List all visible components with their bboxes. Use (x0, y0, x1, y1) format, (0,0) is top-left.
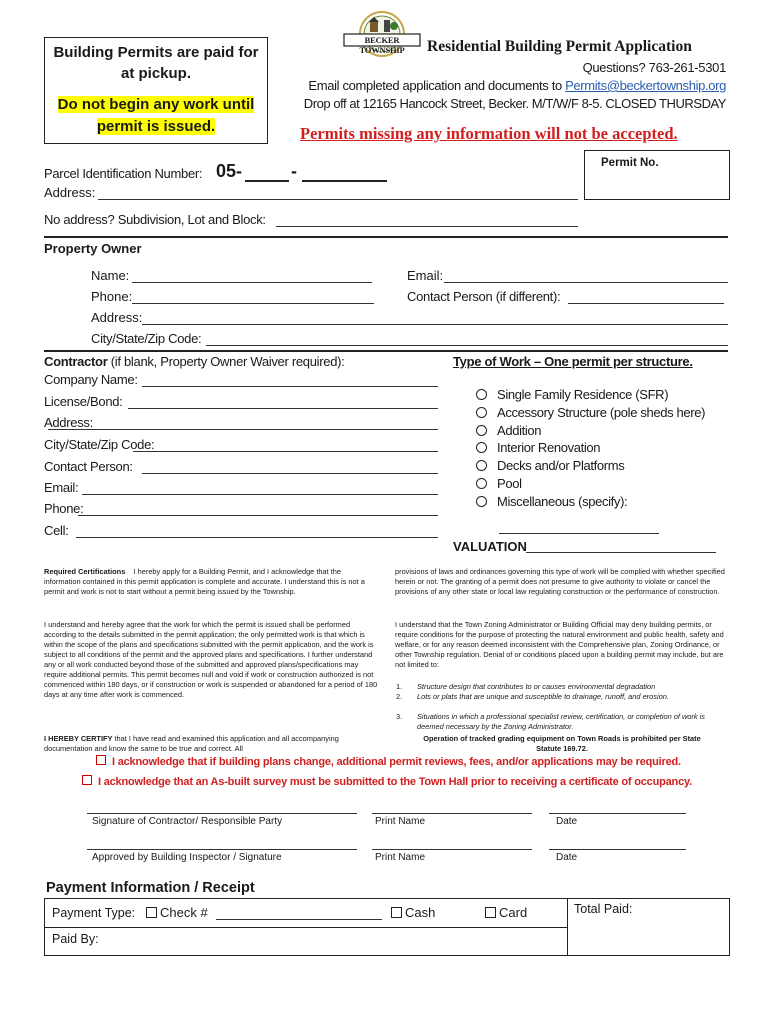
owner-phone-label: Phone: (91, 289, 133, 304)
township-logo (340, 10, 424, 60)
grading-notice-2: Statute 169.72. (536, 744, 588, 753)
legal-item-number: 3. (396, 712, 403, 721)
cert-r1: provisions of laws and ordinances governing this type of work will be complied with whether specified herein or not. The granting of a permit does not presume to give authority to violate or cancel the provisions of any other state or local law regulating construction or the performance of construction. (395, 567, 725, 596)
parcel-prefix: 05- (216, 161, 243, 181)
cash-option[interactable] (391, 905, 435, 920)
radio-icon[interactable] (476, 407, 487, 418)
subdivision-field[interactable] (276, 226, 578, 227)
form-title: Residential Building Permit Application (427, 38, 692, 55)
owner-address-field[interactable] (142, 324, 728, 325)
work-type-label: Single Family Residence (SFR) (497, 387, 669, 402)
notice-box (44, 37, 268, 144)
contractor-field-input[interactable] (128, 408, 438, 409)
owner-city-label: City/State/Zip Code: (91, 331, 202, 346)
work-type-label: Pool (497, 476, 522, 491)
section-divider (44, 236, 728, 238)
contractor-field-label: Cell: (44, 523, 69, 538)
grading-notice-1: Operation of tracked grading equipment on Town Roads is prohibited per State (423, 734, 701, 743)
owner-heading: Property Owner (44, 241, 142, 256)
inspector-signature-line[interactable] (87, 849, 357, 850)
card-checkbox[interactable] (485, 907, 496, 918)
work-type-label: Accessory Structure (pole sheds here) (497, 404, 706, 420)
date-line-1[interactable] (549, 813, 686, 814)
email-link[interactable]: Permits@beckertownship.org (565, 78, 726, 93)
owner-address-label: Address: (91, 310, 143, 325)
owner-phone-field[interactable] (132, 303, 374, 304)
permit-no-label: Permit No. (601, 157, 659, 169)
payment-heading: Payment Information / Receipt (46, 880, 255, 896)
required-certifications-label: Required Certifications (44, 567, 126, 576)
ack-1[interactable] (96, 755, 681, 768)
parcel-label: Parcel Identification Number: (44, 166, 203, 181)
contractor-field-label: City/State/Zip Code: (44, 437, 155, 452)
hereby-certify: I HEREBY CERTIFY (44, 734, 113, 743)
notice-warning-2: permit is issued. (96, 118, 216, 135)
valuation-label: VALUATION (453, 539, 527, 554)
check-checkbox[interactable] (146, 907, 157, 918)
cash-checkbox[interactable] (391, 907, 402, 918)
contractor-signature-label: Signature of Contractor/ Responsible Party (92, 816, 283, 827)
email-line (308, 78, 726, 93)
contractor-field-label: Email: (44, 480, 79, 495)
ack-1-checkbox[interactable] (96, 755, 106, 765)
contractor-heading-note: (if blank, Property Owner Waiver required): (107, 354, 345, 369)
contractor-field-input[interactable] (82, 494, 438, 495)
parcel-field-2[interactable] (302, 180, 387, 182)
certifications-p1 (44, 567, 378, 597)
contractor-field-input[interactable] (76, 537, 438, 538)
check-number-field[interactable] (216, 919, 382, 920)
owner-contact-field[interactable] (568, 303, 724, 304)
check-option[interactable] (146, 905, 208, 920)
cert-p1: I hereby apply for a Building Permit, and I acknowledge that the information contained in this permit application is complete and accurate. I understand this is not a permit and work is not to start without a permit being issued by the Township. (44, 567, 365, 596)
cert-p2: I understand and hereby agree that the work for which the permit is issued shall be performed according to the details submitted in the permit application; the only permitted work is that which is within the scope of the plans and specifications submitted with the permit application, and the work is subject to all conditions of the permit and the approved plans and specifications. I further understand any or all work conducted beyond those of the submitted and approved plans/specifications may require additional permits. This permit becomes null and void if work or construction authorized is not commenced within 180 days, or if construction or work is suspended or abandoned for a period of 180 days at any time after work is commenced. (44, 620, 378, 699)
total-paid-label: Total Paid: (574, 902, 633, 916)
work-type-label: Miscellaneous (specify): (497, 493, 628, 509)
owner-email-field[interactable] (444, 282, 728, 283)
radio-icon[interactable] (476, 496, 487, 507)
paid-by-label: Paid By: (52, 932, 99, 946)
print-name-line-1[interactable] (372, 813, 532, 814)
legal-item-number: 1. (396, 682, 403, 691)
date-line-2[interactable] (549, 849, 686, 850)
ack-2-checkbox[interactable] (82, 775, 92, 785)
notice-line2: at pickup. (120, 65, 191, 82)
contractor-field-input[interactable] (142, 473, 438, 474)
owner-name-field[interactable] (132, 282, 372, 283)
legal-item-number: 2. (396, 692, 403, 701)
work-type-option[interactable] (476, 423, 541, 438)
radio-icon[interactable] (476, 425, 487, 436)
email-prefix: Email completed application and documents to (308, 78, 566, 93)
misc-specify-field[interactable] (499, 533, 659, 534)
radio-icon[interactable] (476, 389, 487, 400)
date-label-1: Date (556, 816, 578, 827)
work-heading: Type of Work – One permit per structure. (453, 354, 693, 369)
logo-text: BECKER TOWNSHIP (359, 35, 405, 55)
contractor-field-label: License/Bond: (44, 394, 123, 409)
address-field[interactable] (98, 199, 578, 200)
inspector-signature-label: Approved by Building Inspector / Signature (92, 852, 282, 863)
print-name-line-2[interactable] (372, 849, 532, 850)
ack-1-text: I acknowledge that if building plans change, additional permit reviews, fees, and/or applications may be required. (112, 756, 681, 768)
contractor-field-input[interactable] (48, 429, 438, 430)
date-label-2: Date (556, 852, 578, 863)
missing-info-warning: Permits missing any information will not be accepted. (300, 124, 678, 143)
work-type-label: Decks and/or Platforms (497, 458, 625, 474)
legal-item-text: Situations in which a professional specialist review, certification, or completion of work is deemed necessary by the Zoning Administrator. (417, 712, 705, 731)
section-divider-2 (44, 350, 728, 352)
owner-name-label: Name: (91, 268, 130, 283)
contractor-field-input[interactable] (78, 515, 438, 516)
work-type-option[interactable] (476, 440, 600, 455)
radio-icon[interactable] (476, 442, 487, 453)
contractor-field-label: Company Name: (44, 372, 138, 387)
legal-item-text: Lots or plats that are unique and susceptible to drainage, runoff, and erosion. (417, 692, 669, 701)
card-label: Card (499, 905, 528, 920)
work-type-option[interactable] (476, 458, 624, 473)
payment-type-label: Payment Type: (52, 906, 136, 920)
contractor-field-input[interactable] (142, 386, 438, 387)
parcel-field-1[interactable] (245, 180, 289, 182)
certifications-p3 (44, 734, 378, 754)
contractor-signature-line[interactable] (87, 813, 357, 814)
work-type-option[interactable] (476, 387, 668, 402)
valuation-field[interactable] (526, 552, 716, 553)
ack-2-text: I acknowledge that an As-built survey must be submitted to the Town Hall prior to receiving a certificate of occupancy. (98, 776, 692, 788)
owner-contact-label: Contact Person (if different): (407, 289, 561, 304)
work-type-option[interactable] (476, 405, 705, 420)
cert-r2: I understand that the Town Zoning Administrator or Building Official may deny building permits, or require conditions for the purpose of protecting the natural environment and public health, safety and welfare, or for any reason deemed inconsistent with the Comprehensive plan, Zoning Ordinance, or other Township regulation. Denial of or conditions placed upon a building permit may include, but are not limited to: (395, 620, 724, 669)
no-address-label: No address? Subdivision, Lot and Block: (44, 212, 266, 227)
work-type-option[interactable] (476, 494, 627, 509)
notice-line1: Building Permits are paid for (53, 44, 259, 61)
contractor-field-input[interactable] (133, 451, 438, 452)
radio-icon[interactable] (476, 460, 487, 471)
owner-city-field[interactable] (206, 345, 728, 346)
cash-label: Cash (405, 905, 436, 920)
check-label: Check # (160, 905, 208, 920)
address-label: Address: (44, 185, 96, 200)
dropoff-line: Drop off at 12165 Hancock Street, Becker. M/T/W/F 8-5. CLOSED THURSDAY (303, 96, 726, 111)
contractor-heading-bold: Contractor (44, 354, 108, 369)
contractor-field-label: Address: (44, 415, 93, 430)
payment-table (44, 898, 730, 956)
owner-email-label: Email: (407, 268, 444, 283)
permit-no-box[interactable] (584, 150, 730, 200)
contractor-field-label: Phone: (44, 501, 84, 516)
contractor-field-label: Contact Person: (44, 459, 133, 474)
card-option[interactable] (485, 905, 527, 920)
print-name-label-1: Print Name (375, 816, 426, 827)
notice-warning-1: Do not begin any work until (57, 96, 255, 113)
contractor-heading (44, 354, 344, 369)
ack-2[interactable] (82, 775, 692, 788)
radio-icon[interactable] (476, 478, 487, 489)
work-type-label: Addition (497, 422, 542, 438)
legal-item-text: Structure design that contributes to or causes environmental degradation (417, 682, 656, 691)
work-type-option[interactable] (476, 476, 522, 491)
questions-phone: Questions? 763-261-5301 (582, 60, 726, 75)
cert-p3: that I have read and examined this application and all accompanying documentation and know the same to be true and correct. All (44, 734, 339, 753)
work-type-label: Interior Renovation (497, 440, 601, 456)
print-name-label-2: Print Name (375, 852, 426, 863)
